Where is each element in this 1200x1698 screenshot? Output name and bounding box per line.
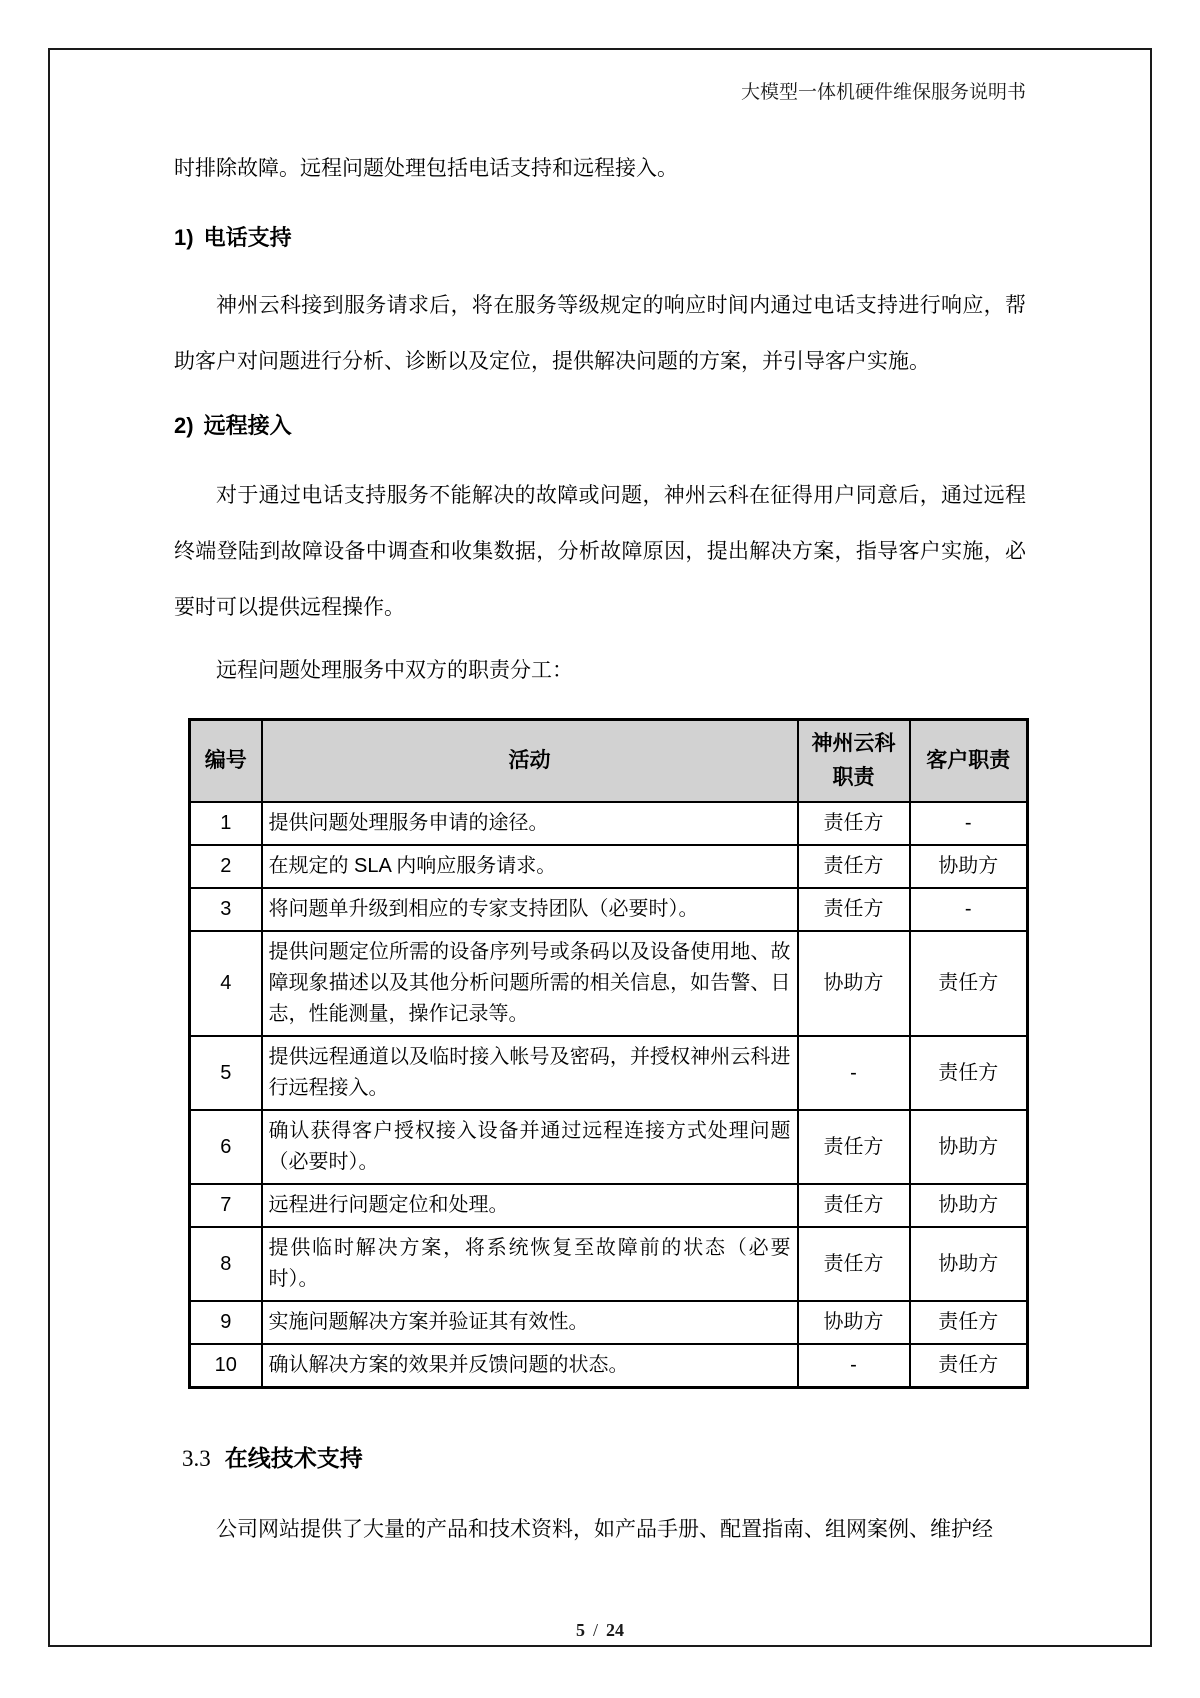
row-vendor-responsibility-cell: 责任方 [798, 1227, 910, 1301]
row-vendor-responsibility-cell: 协助方 [798, 931, 910, 1036]
heading-online-support [182, 1441, 1026, 1479]
row-vendor-responsibility-cell: 责任方 [798, 1110, 910, 1184]
row-customer-responsibility-cell: 责任方 [910, 1036, 1028, 1110]
heading-remote-access [174, 410, 1026, 442]
phone-support-paragraph: 神州云科接到服务请求后，将在服务等级规定的响应时间内通过电话支持进行响应，帮助客户对问题进行分析、诊断以及定位，提供解决问题的方案，并引导客户实施。 [174, 294, 1026, 373]
heading-phone-support [174, 222, 1026, 254]
row-customer-responsibility-cell: 协助方 [910, 845, 1028, 888]
row-vendor-responsibility-cell: 责任方 [798, 845, 910, 888]
row-vendor-responsibility-cell: - [798, 1036, 910, 1110]
row-customer-responsibility-cell: 协助方 [910, 1184, 1028, 1227]
row-vendor-responsibility-cell: 协助方 [798, 1301, 910, 1344]
heading-phone-support-number: 1) [174, 225, 194, 250]
heading-online-support-label: 在线技术支持 [224, 1445, 363, 1471]
row-activity-cell: 确认解决方案的效果并反馈问题的状态。 [262, 1344, 798, 1388]
table-row [190, 931, 1028, 1036]
row-vendor-responsibility-cell: 责任方 [798, 888, 910, 931]
row-activity-cell: 提供问题定位所需的设备序列号或条码以及设备使用地、故障现象描述以及其他分析问题所需的相关信息，如告警、日志，性能测量，操作记录等。 [262, 931, 798, 1036]
row-customer-responsibility-cell: 责任方 [910, 1301, 1028, 1344]
row-activity-cell: 提供临时解决方案，将系统恢复至故障前的状态（必要时）。 [262, 1227, 798, 1301]
row-number-cell: 9 [190, 1301, 262, 1344]
table-row [190, 1184, 1028, 1227]
row-activity-cell: 提供远程通道以及临时接入帐号及密码，并授权神州云科进行远程接入。 [262, 1036, 798, 1110]
row-activity-cell: 在规定的 SLA 内响应服务请求。 [262, 845, 798, 888]
column-header-number: 编号 [190, 720, 262, 803]
row-customer-responsibility-cell: 责任方 [910, 931, 1028, 1036]
row-customer-responsibility-cell: - [910, 888, 1028, 931]
table-row [190, 1301, 1028, 1344]
page-footer [50, 1620, 1150, 1641]
row-vendor-responsibility-cell: 责任方 [798, 1184, 910, 1227]
table-lead-line: 远程问题处理服务中双方的职责分工： [216, 659, 573, 682]
page-content [50, 80, 1150, 1675]
row-customer-responsibility-cell: - [910, 802, 1028, 845]
row-activity-cell: 将问题单升级到相应的专家支持团队（必要时）。 [262, 888, 798, 931]
row-number-cell: 8 [190, 1227, 262, 1301]
table-row [190, 1110, 1028, 1184]
row-number-cell: 6 [190, 1110, 262, 1184]
heading-remote-access-number: 2) [174, 413, 194, 438]
row-number-cell: 3 [190, 888, 262, 931]
table-row [190, 845, 1028, 888]
table-row [190, 888, 1028, 931]
heading-online-support-number: 3.3 [182, 1446, 211, 1471]
column-header-vendor-responsibility: 神州云科职责 [798, 720, 910, 803]
table-row [190, 1036, 1028, 1110]
footer-total-pages: 24 [606, 1620, 624, 1640]
row-customer-responsibility-cell: 责任方 [910, 1344, 1028, 1388]
column-header-activity: 活动 [262, 720, 798, 803]
row-number-cell: 10 [190, 1344, 262, 1388]
page-border-frame [48, 48, 1152, 1647]
heading-phone-support-label: 电话支持 [203, 225, 292, 250]
row-number-cell: 7 [190, 1184, 262, 1227]
row-vendor-responsibility-cell: 责任方 [798, 802, 910, 845]
row-number-cell: 4 [190, 931, 262, 1036]
row-customer-responsibility-cell: 协助方 [910, 1227, 1028, 1301]
footer-separator: / [592, 1620, 598, 1640]
row-activity-cell: 远程进行问题定位和处理。 [262, 1184, 798, 1227]
column-header-customer-responsibility: 客户职责 [910, 720, 1028, 803]
document-header-title: 大模型一体机硬件维保服务说明书 [740, 82, 1026, 103]
heading-remote-access-label: 远程接入 [203, 413, 292, 438]
row-activity-cell: 提供问题处理服务申请的途径。 [262, 802, 798, 845]
online-support-paragraph: 公司网站提供了大量的产品和技术资料，如产品手册、配置指南、组网案例、维护经 [216, 1518, 993, 1541]
row-activity-cell: 实施问题解决方案并验证其有效性。 [262, 1301, 798, 1344]
row-number-cell: 2 [190, 845, 262, 888]
table-row [190, 802, 1028, 845]
row-vendor-responsibility-cell: - [798, 1344, 910, 1388]
row-number-cell: 1 [190, 802, 262, 845]
footer-current-page: 5 [575, 1620, 585, 1640]
responsibility-table-wrapper [188, 718, 1026, 1389]
table-row [190, 1344, 1028, 1388]
row-number-cell: 5 [190, 1036, 262, 1110]
row-customer-responsibility-cell: 协助方 [910, 1110, 1028, 1184]
table-header-row [190, 720, 1028, 803]
responsibility-table [188, 718, 1029, 1389]
row-activity-cell: 确认获得客户授权接入设备并通过远程连接方式处理问题（必要时）。 [262, 1110, 798, 1184]
intro-continuation-paragraph: 时排除故障。远程问题处理包括电话支持和远程接入。 [174, 157, 678, 180]
table-row [190, 1227, 1028, 1301]
remote-access-paragraph: 对于通过电话支持服务不能解决的故障或问题，神州云科在征得用户同意后，通过远程终端登陆到故障设备中调查和收集数据，分析故障原因，提出解决方案，指导客户实施，必要时可以提供远程操作。 [174, 484, 1026, 619]
